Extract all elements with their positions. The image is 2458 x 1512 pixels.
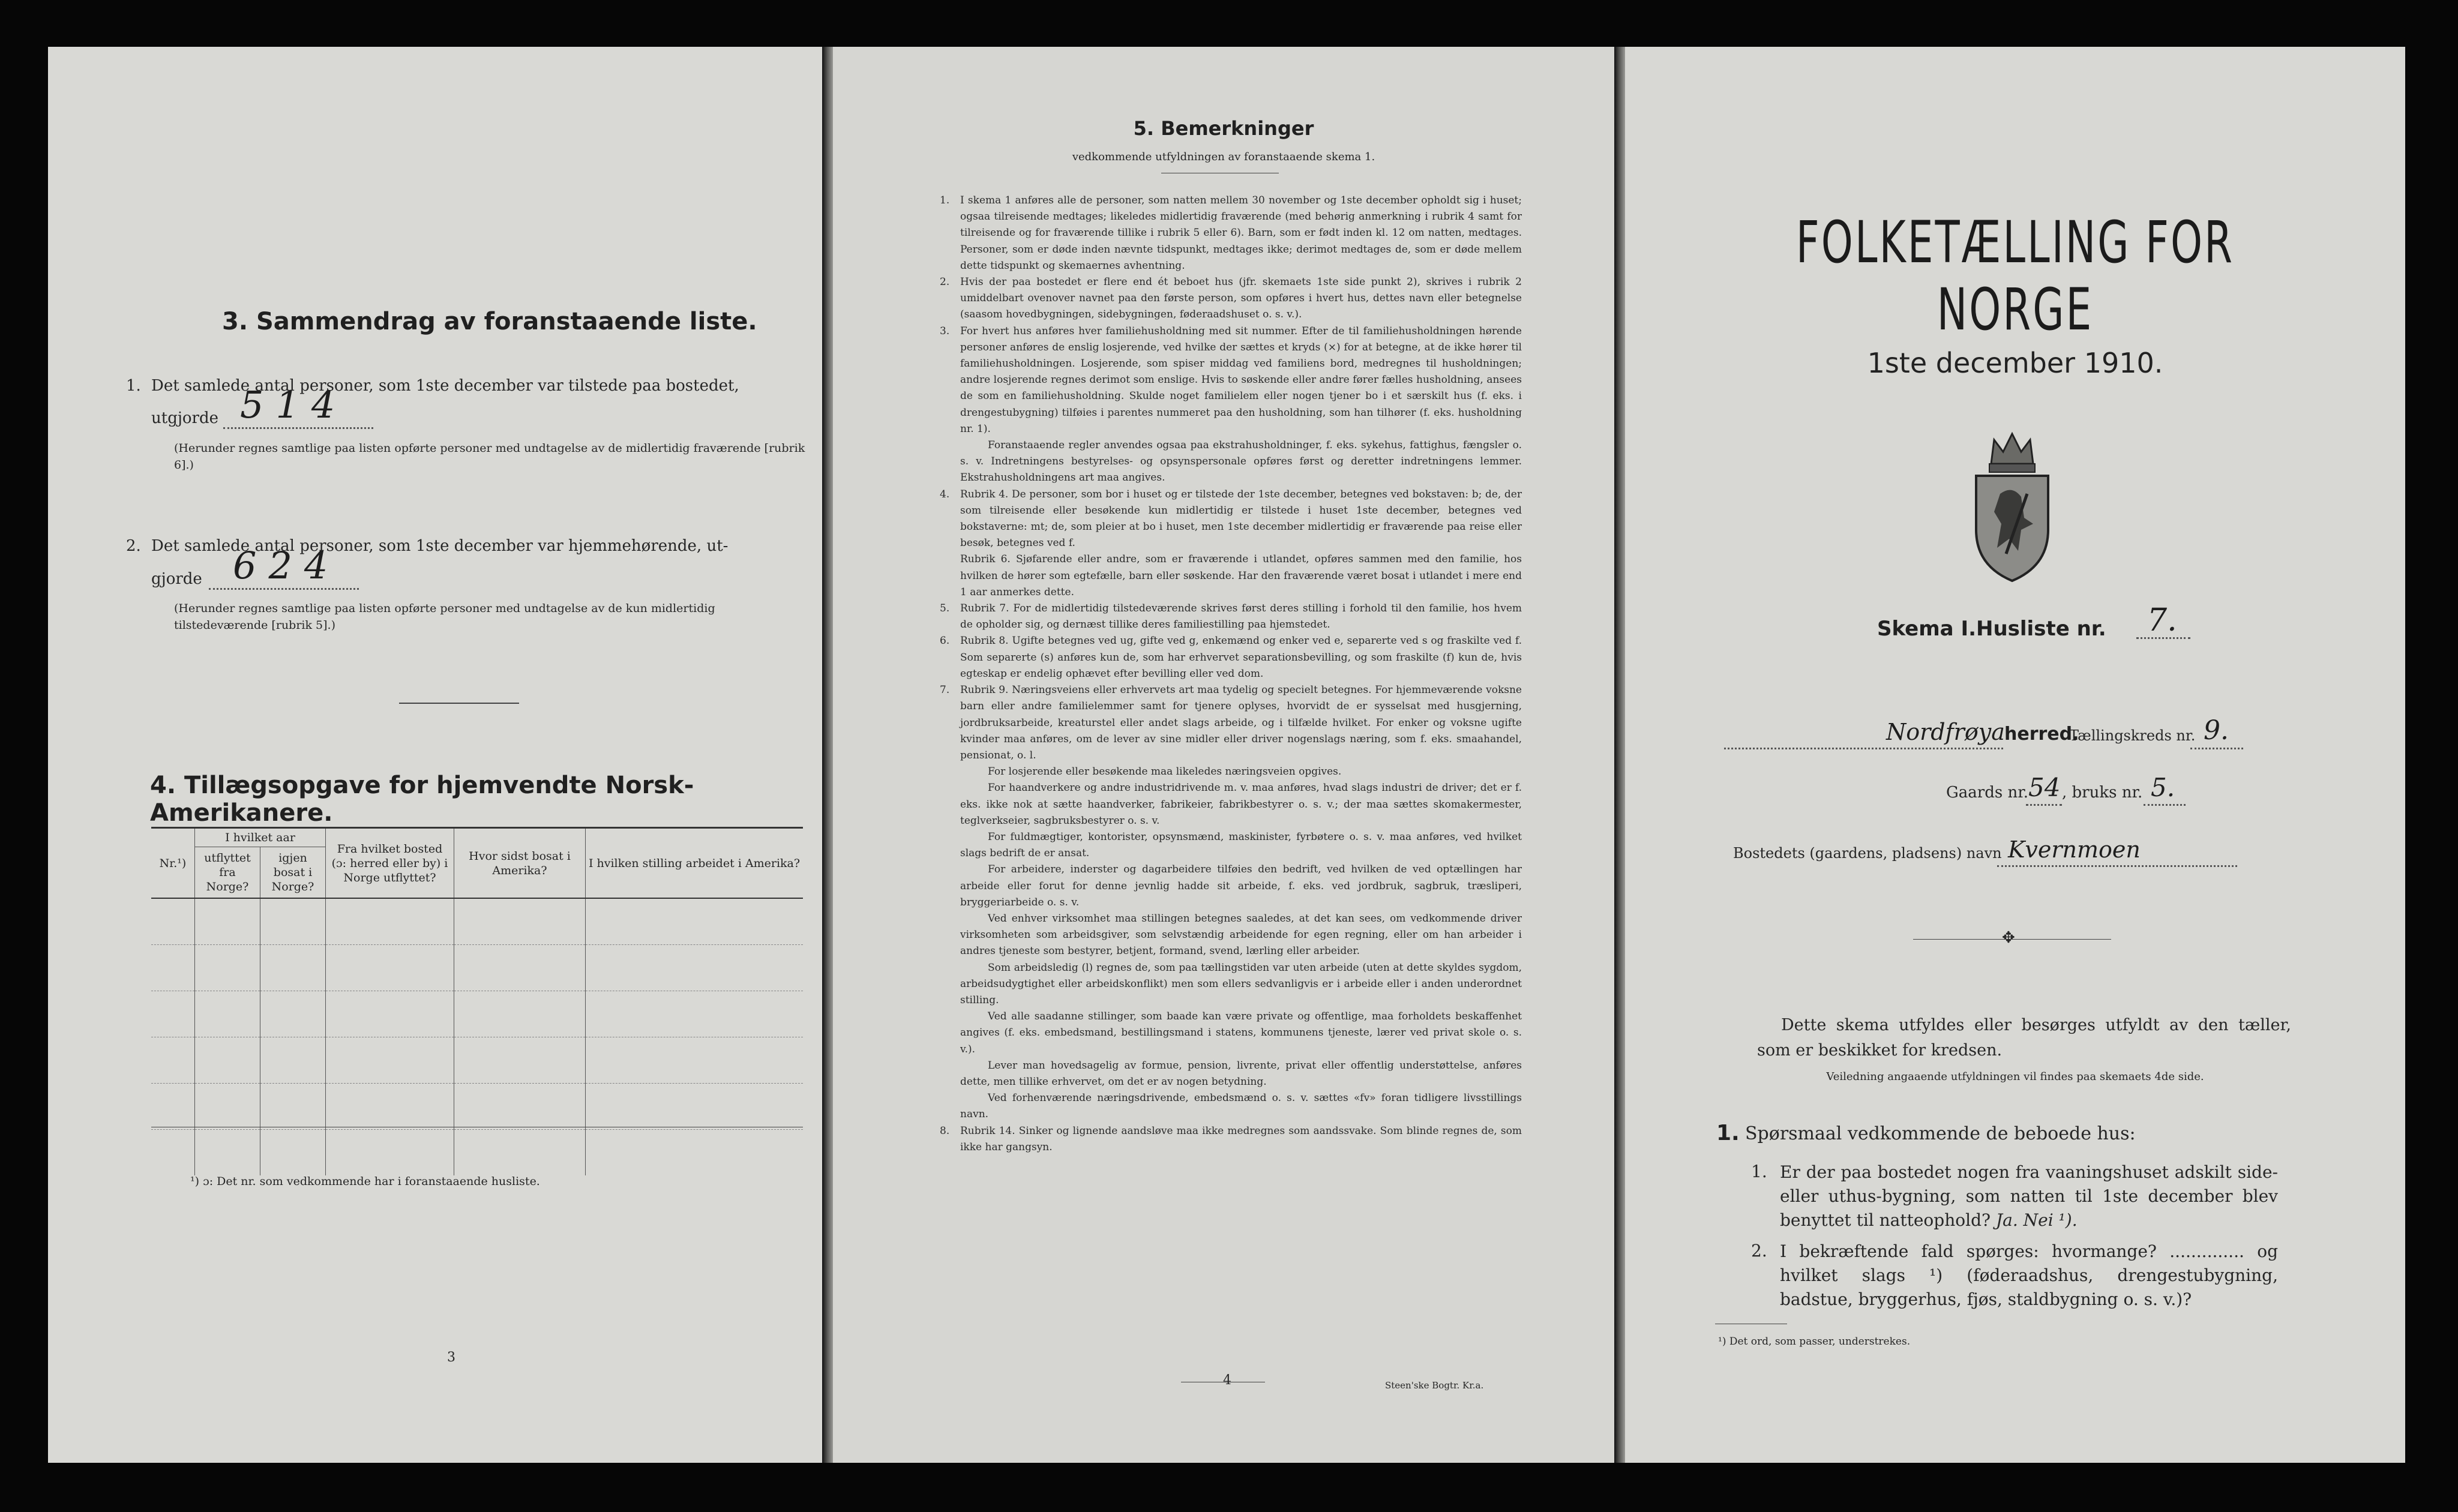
col-last-residence: Hvor sidst bosat i Amerika?: [454, 829, 586, 898]
item2-number: 2.: [126, 537, 141, 555]
page-number-4: 4: [1223, 1373, 1231, 1388]
q2-number: 2.: [1751, 1241, 1767, 1261]
q2-text: I bekræftende fald spørges: hvormange? .............. og hvilket slags ¹) (føderaadshus, drengestubygning, badstue, bryggerhus, fjøs, staldbygning o. s. v.)?: [1780, 1241, 2278, 1309]
census-title: FOLKETÆLLING FOR NORGE: [1795, 209, 2235, 343]
item1-handwritten-value: 514: [240, 383, 347, 427]
husliste-field: [2136, 602, 2190, 639]
remark-3: 3. For hvert hus anføres hver familiehusholdning med sit nummer. Efter de til familiehusholdningen hørende personer anføres de enslig losjerende, ved hvilke der sættes et kryds (×) for at betegne, at de ikke hører til familiehusholdningen. Losjerende, som spiser middag ved familiens bord, medregnes til husholdningen; andre losjerende regnes derimot som enslige. Hvis to søskende eller andre fører fælles husholdning, ansees de som en familiehusholdning. Skulde noget familielem eller nogen tjener bo i et særskilt hus (f. eks. i drengestubygning) tilføies i parentes nummeret paa den husholdning, som han tilhører (f. eks. husholdning nr. 1).: [940, 325, 1522, 435]
remark-5: 5. Rubrik 7. For de midlertidig tilstedeværende skrives først deres stilling i forhold til den familie, hos hvem de opholder sig, og dernæst tillike deres familiestilling paa hjemstedet.: [940, 602, 1522, 631]
item1-note: (Herunder regnes samtlige paa listen opførte personer med undtagelse av de midlertidig fraværende [rubrik 6].): [174, 442, 805, 472]
remark-3-cont: Foranstaaende regler anvendes ogsaa paa ekstrahusholdninger, f. eks. sykehus, fattighus, fængsler o. s. v. Indretningens bestyrelses- og opsynspersonale opføres først og deretter indretningens lemmer. Ekstrahusholdningens art maa angives.: [960, 439, 1522, 484]
page-one-front: [1625, 47, 2405, 1463]
item2-handwritten-value: 624: [233, 544, 340, 587]
remark-7: 7. Rubrik 9. Næringsveiens eller erhvervets art maa tydelig og specielt betegnes. For hjemmeværende voksne barn eller andre familielemmer samt for tjenere oplyses, hvorvidt de er sysselsat med husgjerning, jordbruksarbeide, kreaturstel eller andet slags arbeide, og i tilfælde hvilket. For enker og voksne ugifte kvinder maa anføres, om de lever av sine midler eller driver nogenslags næring, som f. eks. smaahandel, pensionat, o. l.: [940, 684, 1522, 761]
bruks-field: [2144, 773, 2186, 806]
col-from-place: Fra hvilket bosted (ɔ: herred eller by) i Norge utflyttet?: [326, 829, 454, 898]
remarks-subheading: vedkommende utfyldningen av foranstaaende skema 1.: [1072, 151, 1375, 163]
printer-mark: Steen'ske Bogtr. Kr.a.: [1385, 1380, 1484, 1391]
remark-6: 6. Rubrik 8. Ugifte betegnes ved ug, gifte ved g, enkemænd og enker ved e, separerte ved s og fraskilte ved f. Som separerte (s) anføres kun de, som har erhvervet separationsbevilling, og som fraskilte (f) kun de, hvis egteskap er endelig ophævet efter bevilling eller ved dom.: [940, 635, 1522, 680]
kreds-label: Tællingskreds nr.: [2069, 727, 2196, 744]
remark-7-h: Lever man hovedsagelig av formue, pension, livrente, privat eller offentlig understøttelse, anføres dette, men tillike erhvervet, om det er av nogen betydning.: [960, 1059, 1522, 1088]
page-four: [833, 47, 1614, 1463]
item2-note: (Herunder regnes samtlige paa listen opførte personer med undtagelse av de kun midlertidig tilstedeværende [rubrik 5].): [174, 602, 715, 632]
item1-value-field: [223, 383, 373, 429]
page-number-3: 3: [447, 1350, 455, 1365]
coat-of-arms-icon: [1958, 428, 2066, 584]
item2-value-field: [209, 544, 359, 590]
ornament-icon: ✥: [2002, 929, 2015, 947]
bosted-field: [1997, 836, 2237, 867]
husliste-handwritten: 7.: [2147, 602, 2177, 638]
census-date: 1ste december 1910.: [1867, 347, 2163, 379]
col-emigrated: utflyttet fra Norge?: [195, 847, 260, 898]
bruks-label: , bruks nr.: [2062, 784, 2143, 802]
herred-handwritten: Nordfrøya: [1886, 719, 2005, 745]
bruks-handwritten: 5.: [2151, 773, 2175, 802]
page1-footnote: ¹) Det ord, som passer, understrekes.: [1718, 1336, 1911, 1348]
divider: [399, 703, 519, 704]
husliste-label: Husliste nr.: [1976, 617, 2106, 641]
item2-lead: gjorde: [151, 570, 202, 588]
page-fold-right: [1614, 47, 1625, 1463]
remark-7-b: For haandverkere og andre industridrivende m. v. maa anføres, hvad slags industri de driver; det er f. eks. ikke nok at sætte haandverker, fabrikeier, fabrikbestyrer o. s. v.; der maa sættes skomakermester, teglverkseier, sagbruksbestyrer o. s. v.: [960, 782, 1522, 827]
remarks-heading: 5. Bemerkninger: [1133, 117, 1314, 140]
page-three: [48, 47, 825, 1463]
gaards-label: Gaards nr.: [1946, 784, 2029, 802]
remark-8: 8. Rubrik 14. Sinker og lignende aandsløve maa ikke medregnes som aandssvake. Som blinde regnes de, som ikke har gangsyn.: [940, 1124, 1522, 1153]
remark-2: 2. Hvis der paa bostedet er flere end ét beboet hus (jfr. skemaets 1ste side punkt 2), skrives i rubrik 2 umiddelbart ovenover navnet paa den første person, som opføres i hvert hus, dettes navn eller betegnelse (saasom hovedbygningen, sidebygningen, føderaadshuset o. s. v.).: [940, 276, 1522, 321]
remark-7-f: Som arbeidsledig (l) regnes de, som paa tællingstiden var uten arbeide (uten at dette skyldes sygdom, arbeidsudygtighet eller arbeidskonflikt) men som ellers sedvanligvis er i arbeide eller i anden underordnet stilling.: [960, 961, 1522, 1006]
section4-heading: 4. Tillægsopgave for hjemvendte Norsk-Amerikanere.: [150, 772, 694, 827]
kreds-field: [2190, 715, 2243, 749]
remark-4-rubrik6: Rubrik 6. Sjøfarende eller andre, som er fraværende i utlandet, opføres sammen med den familie, hos hvilken de hører som egtefælle, barn eller søskende. Har den fraværende været bosat i utlandet i mere end 1 aar anmerkes dette.: [960, 553, 1522, 598]
norsk-amerikanere-table: [151, 829, 803, 1175]
herred-field: [1724, 719, 2005, 749]
gaards-handwritten: 54: [2028, 773, 2061, 802]
col-occupation: I hvilken stilling arbeidet i Amerika?: [586, 829, 804, 898]
col-group-year: I hvilket aar: [195, 829, 326, 847]
bosted-handwritten: Kvernmoen: [2008, 836, 2141, 863]
section3-heading: 3. Sammendrag av foranstaaende liste.: [222, 308, 757, 335]
page-fold-left: [822, 47, 833, 1463]
remark-7-d: For arbeidere, inderster og dagarbeidere tilføies den bedrift, ved hvilken de ved optællingen har arbeide eller forut for denne jevnlig hadde sit arbeide, f. eks. ved jordbruk, sagbruk, træsliperi, bryggeriarbeide o. s. v.: [960, 863, 1522, 908]
bosted-label: Bostedets (gaardens, pladsens) navn: [1733, 845, 2002, 862]
item1-text: Det samlede antal personer, som 1ste december var tilstede paa bostedet,: [151, 377, 739, 395]
remark-7-e: Ved enhver virksomhet maa stillingen betegnes saaledes, at det kan sees, om vedkommende driver virksomheten som arbeidsgiver, som selvstændig arbeidende for egen regning, eller om han arbeider i andres tjeneste som bestyrer, betjent, formand, svend, lærling eller arbeider.: [960, 912, 1522, 958]
guidance-text: Veiledning angaaende utfyldningen vil findes paa skemaets 4de side.: [1826, 1070, 2204, 1083]
q-heading-number: 1.: [1716, 1121, 1740, 1145]
remark-7-i: Ved forhenværende næringsdrivende, embedsmænd o. s. v. sættes «fv» foran tidligere livsstillings navn.: [960, 1092, 1522, 1121]
col-resettled: igjen bosat i Norge?: [260, 847, 326, 898]
schema-label: Skema I.: [1877, 617, 1977, 641]
remark-4: 4. Rubrik 4. De personer, som bor i huset og er tilstede der 1ste december, betegnes ved bokstaven: b; de, der som tilreisende eller besøkende kun midlertidig er tilstede i huset 1ste december, betegnes ved bokstaverne: mt; de, som pleier at bo i huset, men 1ste december midlertidig er fraværende paa reise eller besøk, betegnes ved f.: [940, 488, 1522, 550]
kreds-handwritten: 9.: [2204, 715, 2229, 746]
herred-label: herred.: [2004, 724, 2079, 745]
remark-7-c: For fuldmægtiger, kontorister, opsynsmænd, maskinister, fyrbøtere o. s. v. maa anføres, ved hvilket slags bedrift de er ansat.: [960, 830, 1522, 860]
col-nr: Nr.¹): [151, 829, 195, 898]
q1-text: [1780, 1160, 2278, 1232]
remark-7-g: Ved alle saadanne stillinger, som baade kan være private og offentlige, maa forholdets beskaffenhet angives (f. eks. embedsmand, bestillingsmand i statens, kommunens tjeneste, lærer ved privat skole o. s. v.).: [960, 1010, 1522, 1055]
item1-lead: utgjorde: [151, 409, 219, 427]
section4-footnote: ¹) ɔ: Det nr. som vedkommende har i foranstaaende husliste.: [190, 1175, 540, 1188]
q1-question: Er der paa bostedet nogen fra vaaningshuset adskilt side- eller uthus-bygning, som natten til 1ste december blev benyttet til natteophold?: [1780, 1162, 2278, 1230]
gaards-field: [2026, 773, 2062, 806]
q1-answer: Ja. Nei ¹).: [1995, 1210, 2078, 1230]
intro-text: Dette skema utfyldes eller besørges utfyldt av den tæller, som er beskikket for kredsen.: [1757, 1016, 2291, 1060]
q-heading: Spørsmaal vedkommende de beboede hus:: [1745, 1123, 2136, 1144]
q1-number: 1.: [1751, 1162, 1767, 1181]
remarks-body: [940, 193, 1522, 1156]
item1-number: 1.: [126, 377, 141, 395]
item2-text: Det samlede antal personer, som 1ste december var hjemmehørende, ut-: [151, 537, 729, 555]
remark-1: 1. I skema 1 anføres alle de personer, som natten mellem 30 november og 1ste december opholdt sig i huset; ogsaa tilreisende medtages; likeledes midlertidig fraværende (med behørig anmerkning i rubrik 4 samt for tilreisende og for fraværende tillike i rubrik 5 eller 6). Barn, som er født inden kl. 12 om natten, medtages. Personer, som er døde inden nævnte tidspunkt, medtages ikke; derimot medtages de, som er døde mellem dette tidspunkt og skemaernes avhentning.: [940, 194, 1522, 272]
remark-7-a: For losjerende eller besøkende maa likeledes næringsveien opgives.: [988, 766, 1342, 778]
